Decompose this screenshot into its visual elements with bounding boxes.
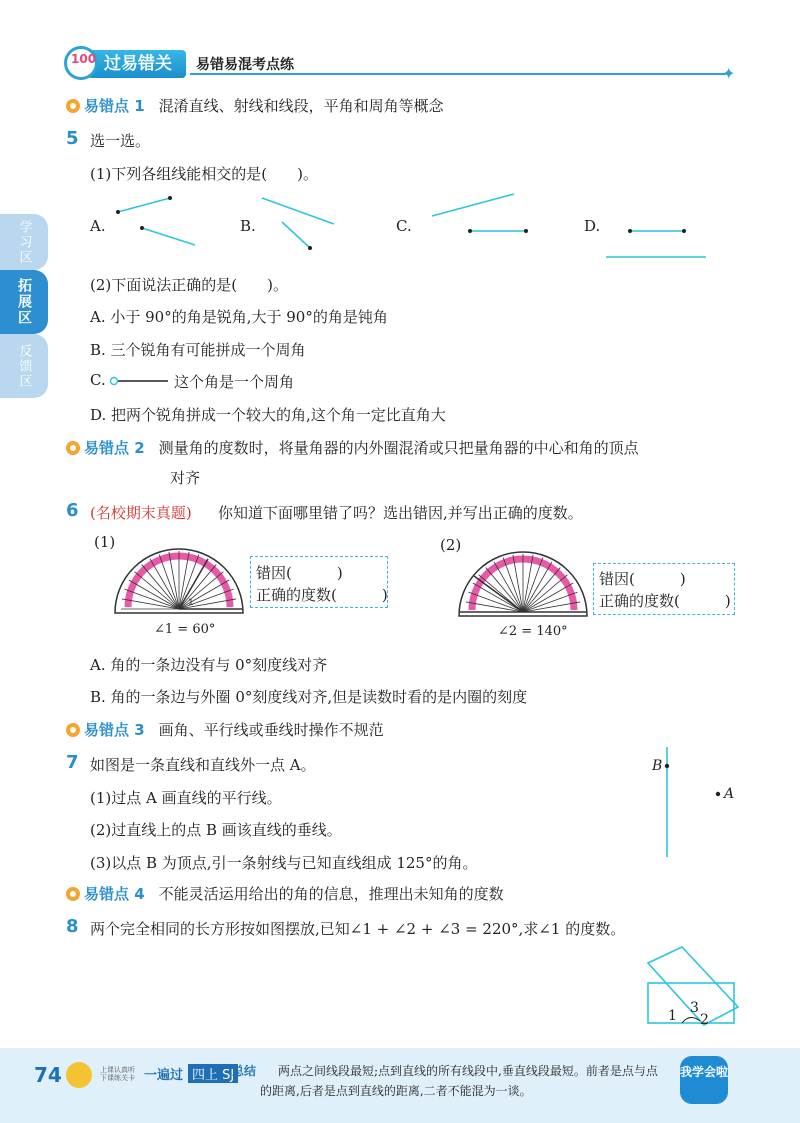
summary-text: 两点之间线段最短;点到直线的所有线段中,垂直线段最短。前者是点与点的距离,后者是点到直线的距离,二者不能混为一谈。 [260,1064,658,1098]
point-a-label: A [724,786,735,802]
question-stem: 如图是一条直线和直线外一点 A。 [90,756,316,774]
bulb-icon [66,441,80,455]
angle-label-1: 1 [668,1008,677,1024]
angle-label-2: 2 [700,1012,709,1028]
sub-question: (3)以点 B 为顶点,引一条射线与已知直线组成 125°的角。 [90,854,478,872]
option-c-label: C. [90,371,106,389]
option-b: B. 角的一条边与外圈 0°刻度线对齐,但是读数时看的是内圈的刻度 [90,688,528,706]
brand-name: 一遍过 [144,1068,184,1083]
degree-blank[interactable]: 正确的度数( ) [256,586,388,604]
figure-label: (1) [94,533,116,551]
line-b1 [262,198,334,224]
bulb-icon [66,99,80,113]
segment-a1 [118,198,170,212]
protractor-1 [112,545,246,617]
protractor-2 [456,548,590,620]
sub-question: (1)下列各组线能相交的是( )。 [90,165,318,183]
tab-feedback[interactable]: 反馈区 [0,334,48,398]
option-label: C. [396,217,412,235]
cue-2: 易错点 2 测量角的度数时，将量角器的内外圈混淆或只把量角器的中心和角的顶点 [66,437,639,458]
bulb-icon [66,887,80,901]
source-tag: (名校期末真题) [90,504,192,522]
line-c1 [432,194,514,216]
sub-question: (1)过点 A 画直线的平行线。 [90,789,282,807]
segment-a2 [142,228,195,245]
section-badge: 过易错关 [78,50,186,78]
bulb-icon [66,723,80,737]
question-number: 8 [66,916,79,937]
question-number: 7 [66,752,79,773]
sub-question: (2)过直线上的点 B 画该直线的垂线。 [90,821,342,839]
option-label: B. [240,217,256,235]
cue-3: 易错点 3 画角、平行线或垂线时操作不规范 [66,719,384,740]
logo-icon: 100 [64,46,98,80]
option-a: A. 小于 90°的角是锐角,大于 90°的角是钝角 [90,308,388,326]
cue-4: 易错点 4 不能灵活运用给出的角的信息，推理出未知角的度数 [66,883,504,904]
section-subtitle: 易错易混考点练 [196,57,294,73]
summary-label: 总结 [232,1064,257,1078]
option-c: 这个角是一个周角 [174,373,295,391]
tab-study[interactable]: 学习区 [0,214,48,270]
cue-1: 易错点 1 混淆直线、射线和线段，平角和周角等概念 [66,95,444,116]
learned-badge[interactable]: 我学会啦 [680,1056,728,1104]
angle-label-3: 3 [690,1000,699,1016]
option-label: A. [90,217,106,235]
figure-label: (2) [440,536,462,554]
tab-extend[interactable]: 拓展区 [0,270,48,334]
question-stem: 你知道下面哪里错了吗？选出错因,并写出正确的度数。 [218,504,583,522]
option-a: A. 角的一条边没有与 0°刻度线对齐 [90,656,328,674]
rectangles-figure [630,945,740,1035]
segment-b2 [282,222,310,248]
point-b-label: B [652,758,663,774]
question-number: 6 [66,500,79,521]
option-d: D. 把两个锐角拼成一个较大的角,这个角一定比直角大 [90,406,446,424]
option-b: B. 三个锐角有可能拼成一个周角 [90,341,306,359]
reason-blank[interactable]: 错因( ) [256,564,343,582]
degree-blank[interactable]: 正确的度数( ) [599,592,731,610]
sub-question: (2)下面说法正确的是( )。 [90,276,288,294]
line-figures [0,190,800,270]
cue-2-continued: 对齐 [170,469,201,487]
ray-figure [108,374,170,388]
angle-caption-1: ∠1 = 60° [154,622,216,637]
grade-badge: 四上 SJ [188,1064,238,1083]
page-number: 74 [34,1063,62,1087]
question-number: 5 [66,128,79,149]
reason-blank[interactable]: 错因( ) [599,570,686,588]
header-rule [190,73,726,75]
angle-caption-2: ∠2 = 140° [498,624,568,639]
footer-tagline: 上课认真听下课练关卡 [100,1066,135,1082]
mascot-icon [66,1062,92,1088]
option-label: D. [584,217,601,235]
question-stem: 选一选。 [90,132,151,150]
svg-text:1: 1 [188,598,194,608]
star-icon: ✦ [722,64,736,83]
question-stem: 两个完全相同的长方形按如图摆放,已知∠1 + ∠2 + ∠3 = 220°,求∠1 的度数。 [90,920,626,938]
